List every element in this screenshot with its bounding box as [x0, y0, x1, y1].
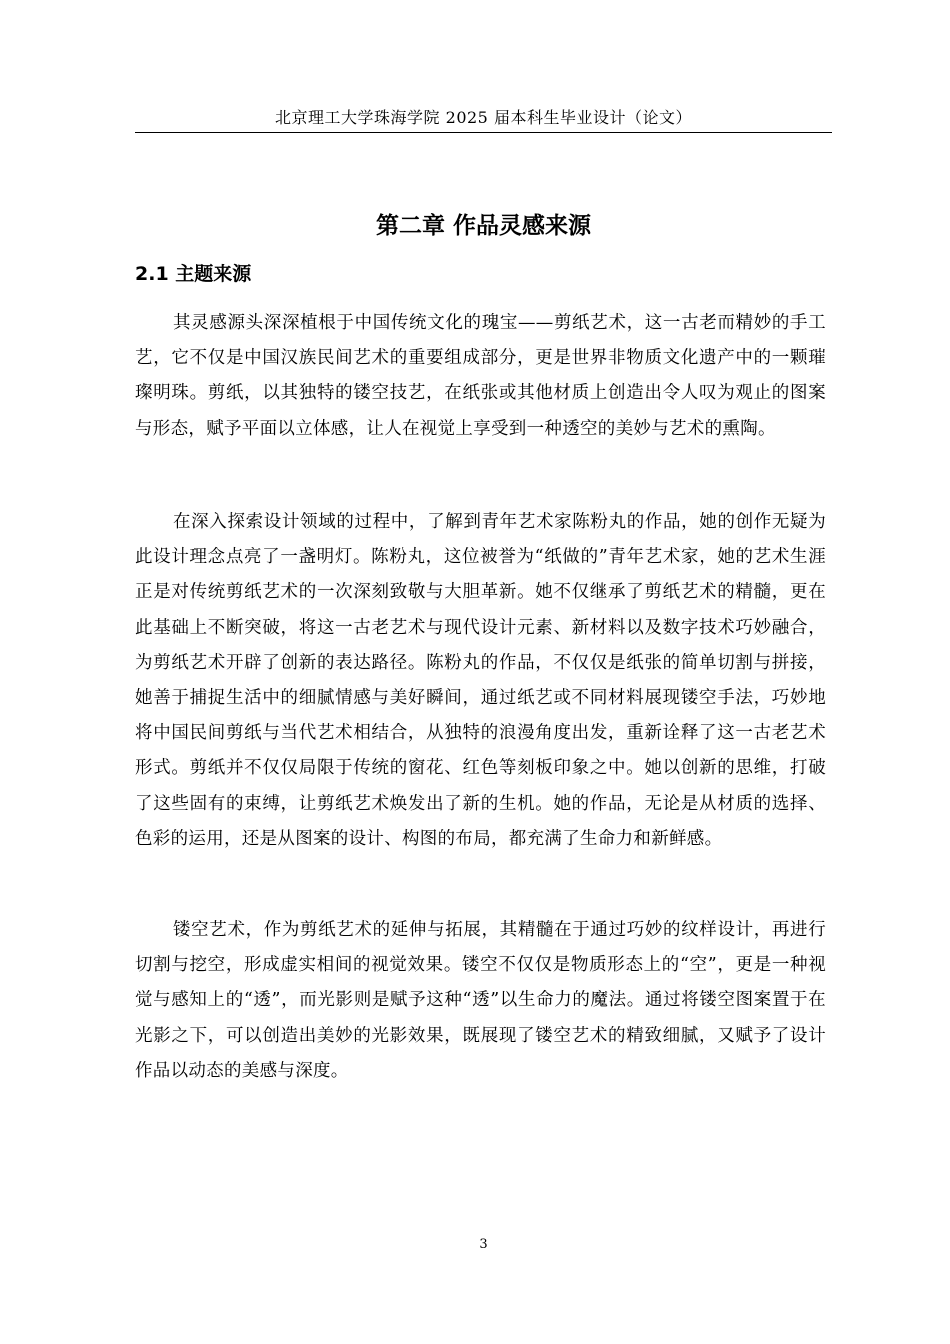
chapter-title: 第二章 作品灵感来源 — [375, 213, 591, 239]
section-title: 2.1 主题来源 — [135, 263, 252, 285]
body-paragraph-2: 在深入探索设计领域的过程中，了解到青年艺术家陈粉丸的作品，她的创作无疑为此设计理念点亮了一盏明灯。陈粉丸，这位被誉为“纸做的”青年艺术家，她的艺术生涯正是对传统剪纸艺术的一次深刻致敬与大胆革新。她不仅继承了剪纸艺术的精髓，更在此基础上不断突破，将这一古老艺术与现代设计元素、新材料以及数字技术巧妙融合，为剪纸艺术开辟了创新的表达路径。陈粉丸的作品，不仅仅是纸张的简单切割与拼接，她善于捕捉生活中的细腻情感与美好瞬间，通过纸艺或不同材料展现镂空手法，巧妙地将中国民间剪纸与当代艺术相结合，从独特的浪漫角度出发，重新诠释了这一古老艺术形式。剪纸并不仅仅局限于传统的窗花、红色等刻板印象之中。她以创新的思维，打破了这些固有的束缚，让剪纸艺术焕发出了新的生机。她的作品，无论是从材质的选择、色彩的运用，还是从图案的设计、构图的布局，都充满了生命力和新鲜感。 — [135, 512, 826, 849]
body-paragraph-3: 镂空艺术，作为剪纸艺术的延伸与拓展，其精髓在于通过巧妙的纹样设计，再进行切割与挖空，形成虚实相间的视觉效果。镂空不仅仅是物质形态上的“空”，更是一种视觉与感知上的“透”，而光影则是赋予这种“透”以生命力的魔法。通过将镂空图案置于在光影之下，可以创造出美妙的光影效果，既展现了镂空艺术的精致细腻，又赋予了设计作品以动态的美感与深度。 — [135, 920, 826, 1081]
page-number: 3 — [479, 1237, 488, 1252]
body-paragraph-1: 其灵感源头深深植根于中国传统文化的瑰宝——剪纸艺术，这一古老而精妙的手工艺，它不仅是中国汉族民间艺术的重要组成部分，更是世界非物质文化遗产中的一颗璀璨明珠。剪纸，以其独特的镂空技艺，在纸张或其他材质上创造出令人叹为观止的图案与形态，赋予平面以立体感，让人在视觉上享受到一种透空的美妙与艺术的熏陶。 — [135, 313, 826, 439]
running-header: 北京理工大学珠海学院 2025 届本科生毕业设计（论文） — [275, 108, 692, 127]
header-rule — [135, 132, 832, 133]
